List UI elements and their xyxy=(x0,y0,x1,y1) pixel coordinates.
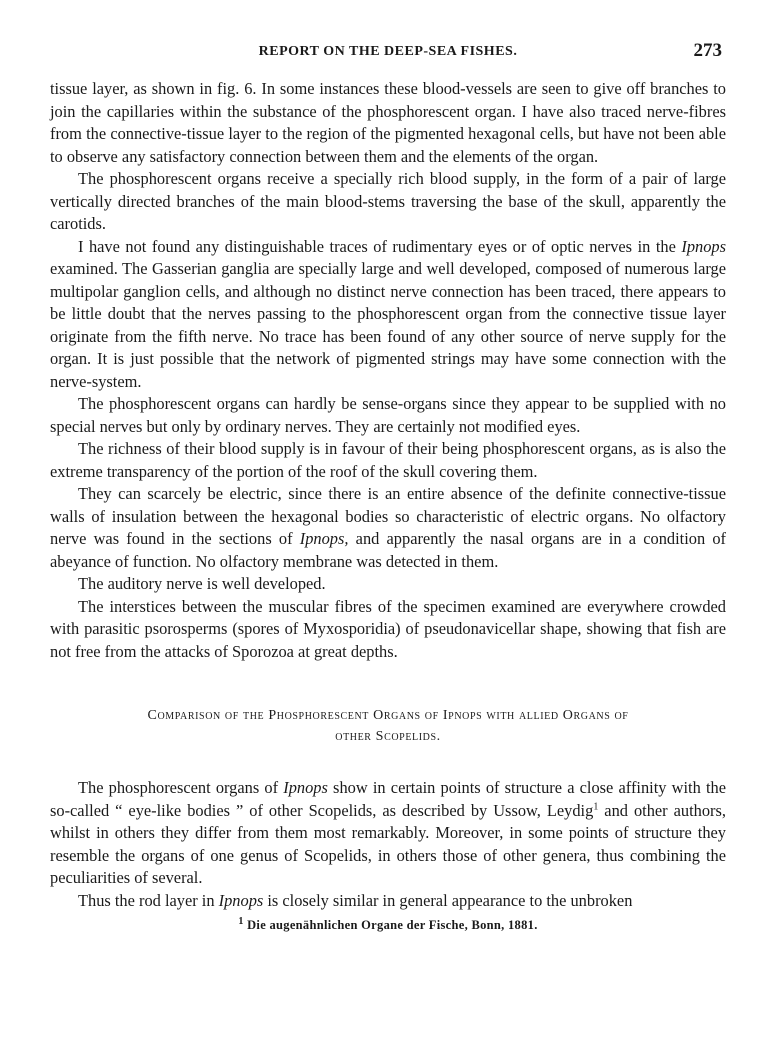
paragraph-10-text-b: is closely similar in general appearance to the unbroken xyxy=(263,890,633,910)
paragraph-3-text-a: I have not found any distinguishable traces of rudimentary eyes or of optic nerves in the xyxy=(78,236,682,256)
paragraph-5: The richness of their blood supply is in favour of their being phosphorescent organs, as is also the extreme transparency of the portion of the roof of the skull covering them. xyxy=(50,439,726,481)
paragraph-3-text-b: examined. The Gasserian ganglia are specially large and well developed, composed of numerous large multipolar ganglion cells, and although no distinct nerve connection has been traced, there appears to be little doubt that the nerves passing to the phosphorescent organ from the connective tissue layer originate from the fifth nerve. No trace has been found of any other source of nerve supply for the organ. It is just possible that the network of pigmented strings may have some connection with the nerve-system. xyxy=(50,259,726,391)
section-heading-line-2: other Scopelids. xyxy=(335,729,441,744)
footnote-text: Die augenähnlichen Organe der Fische, Bonn, 1881. xyxy=(243,918,538,932)
genus-name: Ipnops xyxy=(218,890,264,910)
body-text-section xyxy=(50,777,726,912)
paragraph-10-text-a: Thus the rod layer in xyxy=(78,890,219,910)
paragraph-6-text-a: They can scarcely be electric, since there is an entire absence of the definite connective-tissue walls of insulation between the hexagonal bodies so characteristic of electric organs. No olfactory nerve was found in the sections of xyxy=(50,484,726,548)
paragraph-9 xyxy=(50,777,726,890)
footnote-marker: 1 xyxy=(238,915,244,927)
paragraph-6 xyxy=(50,483,726,573)
paragraph-9-text-a: The phosphorescent organs of xyxy=(78,778,284,797)
genus-name: Ipnops, xyxy=(299,529,349,548)
section-heading xyxy=(50,705,726,747)
footnote-reference[interactable]: 1 xyxy=(593,801,599,813)
section-heading-line-1: Comparison of the Phosphorescent Organs of Ipnops with allied Organs of xyxy=(147,708,629,723)
paragraph-10 xyxy=(50,890,726,913)
paragraph-1: tissue layer, as shown in fig. 6. In some instances these blood-vessels are seen to give off branches to join the capillaries within the substance of the phosphorescent organ. I have also traced nerve-fibres from the connective-tissue layer to the region of the pigmented hexagonal cells, but have not been able to observe any satisfactory connection between them and the elements of the organ. xyxy=(50,79,726,166)
paragraph-3 xyxy=(50,236,726,394)
footnote xyxy=(50,915,726,933)
body-text xyxy=(50,78,726,663)
paragraph-7: The auditory nerve is well developed. xyxy=(78,574,326,593)
paragraph-2: The phosphorescent organs receive a specially rich blood supply, in the form of a pair of large vertically directed branches of the main blood-stems traversing the base of the skull, apparently the carotids. xyxy=(50,169,726,233)
paragraph-8: The interstices between the muscular fibres of the specimen examined are everywhere crowded with parasitic psorosperms (spores of Myxosporidia) of pseudonavicellar shape, showing that fish are not free from the attacks of Sporozoa at great depths. xyxy=(50,596,726,661)
page-number: 273 xyxy=(693,40,722,61)
paragraph-9-text-b: show in certain points of structure a close affinity with the so-called “ eye-like bodies ” of other Scopelids, as described by Ussow, Leydig xyxy=(50,778,726,820)
paragraph-4: The phosphorescent organs can hardly be sense-organs since they appear to be supplied with no special nerves but only by ordinary nerves. They are certainly not modified eyes. xyxy=(50,394,726,436)
genus-name: Ipnops xyxy=(283,778,328,797)
paragraph-9-text-c: and other authors, whilst in others they differ from them most remarkably. Moreover, in some points of structure they resemble the organs of one genus of Scopelids, in others those of other genera, thus combining the peculiarities of several. xyxy=(50,800,726,887)
running-head xyxy=(50,40,726,66)
running-title: REPORT ON THE DEEP-SEA FISHES. xyxy=(258,44,518,59)
paragraph-6-text-b: and apparently the nasal organs are in a condition of abeyance of function. No olfactory membrane was detected in them. xyxy=(50,529,726,571)
page xyxy=(50,40,726,933)
genus-name: Ipnops xyxy=(681,236,726,256)
